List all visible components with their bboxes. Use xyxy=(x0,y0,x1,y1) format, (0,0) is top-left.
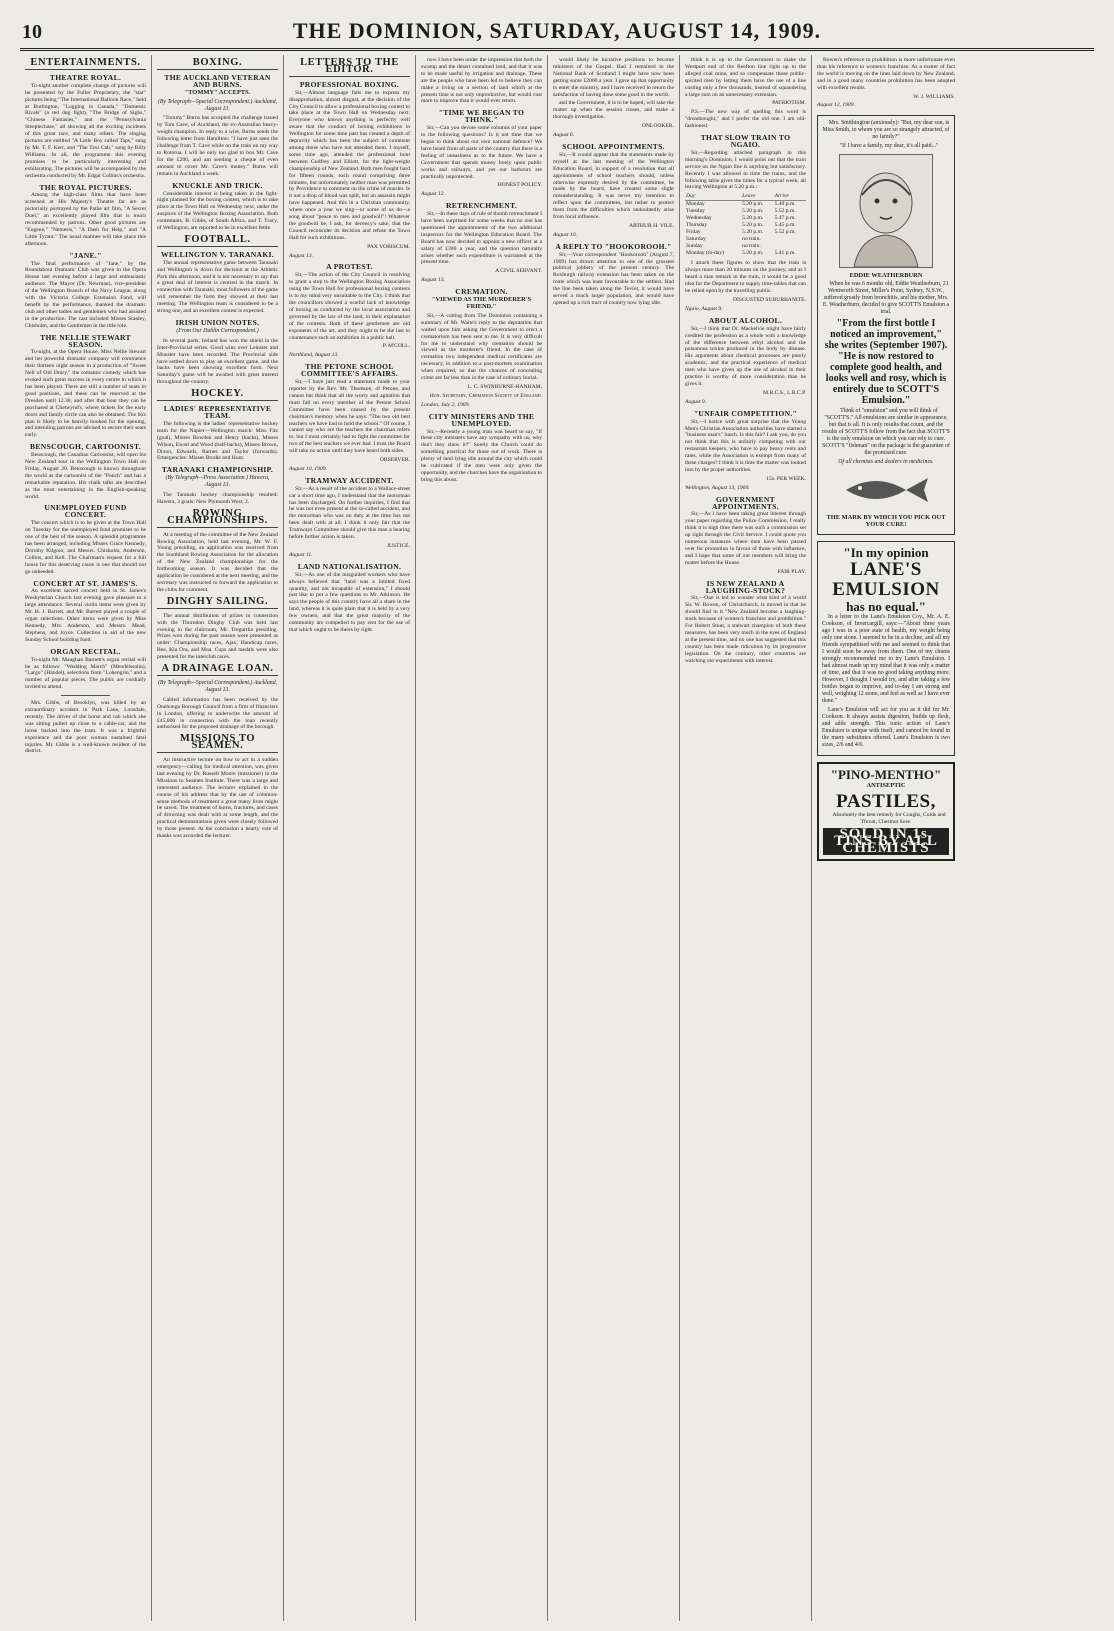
letter-date: August 9. xyxy=(685,398,707,405)
timetable-row xyxy=(685,215,806,222)
masthead-title: THE DOMINION, SATURDAY, AUGUST 14, 1909. xyxy=(292,18,822,43)
section-heading-boxing: BOXING. xyxy=(157,57,278,70)
article-body-benscough: Benscough, the Canadian Cartoonist, will open his New Zealand tour in the Wellington Town Hall on Friday, August 20. Benscough is known throughout the world as the cartoonist of the "Punch" and has a remarkable reputation. His chalk talks are described as the most entertaining in the English-speaking world. xyxy=(25,452,146,500)
divider xyxy=(61,695,109,696)
letter-signature: 15s. PER WEEK. xyxy=(766,475,806,482)
ad-headline-3: EMULSION xyxy=(832,579,940,601)
letter-body-land-nationalisation: Sir,—As one of the misguided workers who have always believed that "land was a limited fixed quantity, and not incapable of extension," I should just like to put a few questions to Mr. Atkinson. He says the people of this country have all a share in the land, whereas it is quite plain that it is held by a very few owners, and that the great majority of the community are compelled to pay rent for the use of that which ought to be theirs by right. xyxy=(289,571,410,633)
train-timetable xyxy=(685,193,806,256)
portrait-caption: EDDIE WEATHERBURN xyxy=(849,272,923,280)
letter-date: August 6. xyxy=(553,132,575,139)
letter-body-continued: now I have been under the impression that both the swamp and the desert contained land, and that it was to be made useful by irrigation and drainage. These are the people who have been led to believe they can make a living on a section of land which at the present time is not only unproductive, but would cost more to improve than it would ever return. xyxy=(421,57,542,105)
letter-body-school-appointments: Sir,—It would appear that the statements made by myself at the last meeting of the Wellington Education Board, in support of a resolution that all appointments of school teachers should, unless otherwise expressly desired by the committee, be made by the board, have created some slight misunderstanding. It was never my intention to reflect upon the committees, but rather to protect them from the difficulties which undoubtedly arise from local influence. xyxy=(553,151,674,221)
letter-title-cremation: CREMATION. xyxy=(455,287,508,297)
scotts-emulsion-ad xyxy=(817,115,955,535)
article-body-auckland-veteran: "Tommy" Burns has accepted the challenge issued by Tom Cave, of Auckland, the ex-Australian heavy-weight champion. In reply to a wire, Burns sends the following letter from Hamilton: "I have just seen the challenge from T. Cave while on the train on my way to Rotorua. I will be only too glad to box Mr. Cave for the £200, and am sending a cheque of even amount to cover Mr. Cave's money." Burns will remain in Auckland a week. xyxy=(157,115,278,177)
article-title-unemployed-fund: UNEMPLOYED FUND CONCERT. xyxy=(44,503,127,520)
letter-body-govt-appointments: Sir,—As I have been taking great interest through your paper regarding the Police Commission, I really think it is high time there was such a commission set up right through the Civil Service. I could quote you numerous instances where men have been passed over for promotion in favour of those with influence, and I hope that some of our members will bring the matter before the House. xyxy=(685,511,806,566)
timetable-row xyxy=(685,250,806,257)
fish-icon xyxy=(836,470,936,510)
page-number: 10 xyxy=(22,21,42,43)
letter-body-about-alcohol: Sir,—I think that Dr. Mackelvie might have fairly credited the profession as a whole with a knowledge of the difference between ethyl alcohol and the poisonous toxins produced in the body by disease. His arguments about chemical processes are purely academic, and the practical experience of medical men who have given up the use of alcohol in their practice is worthy of more consideration than he gives it. xyxy=(685,325,806,387)
article-title-organ-recital: ORGAN RECITAL. xyxy=(50,646,121,656)
article-body-organ-recital: To-night Mr. Maughan Barnett's organ recital will be as follows: "Wedding March" (Mendelssohn), "Largo" (Handel), selections from "Lohengrin," and a number of popular pieces. The public are cordially invited to attend. xyxy=(25,656,146,691)
timetable-row xyxy=(685,236,806,243)
letter-body-slow-train-2: I attach these figures to show that the train is always more than 20 minutes on the journey, and as I heard a man remark in the train, it would be a good idea for the Department to supply time-tables that can be relied upon by the travelling public. xyxy=(685,260,806,295)
article-title-royal-pictures: THE ROYAL PICTURES. xyxy=(39,182,132,192)
letter-signature: W. J. WILLIAMS. xyxy=(913,93,955,100)
timetable-cell: Friday xyxy=(686,228,701,235)
column-letters xyxy=(284,55,416,1621)
letter-signature: HONEST POLICY. xyxy=(497,182,542,189)
letter-signature: ONLOOKER. xyxy=(641,123,674,130)
timetable-cell: 5.20 p.m. xyxy=(742,249,764,256)
article-body-wellington-taranaki: The annual representative game between Taranaki and Wellington is down for decision at the Athletic Park this afternoon, and it is not necessary to say that a great deal of interest is centred in the match. In connection with Taranaki, most followers of the game will remember the form they showed at their last meeting. The Wellington team is considered to be a strong one, and an excellent contest is expected. xyxy=(157,259,278,315)
letter-date: Ngaio, August 9. xyxy=(685,305,723,312)
dateline-drainage: (By Telegraph—Special Correspondent.) Auckland, August 13. xyxy=(157,679,278,693)
ad-brand-name: "PINO-MENTHO" xyxy=(830,767,942,783)
letter-date: August 10, 1909. xyxy=(289,465,327,472)
ad-footer-pino: SOLD IN 1s. TINS BY ALL CHEMISTS xyxy=(823,828,949,855)
letter-title-petone-school: THE PETONE SCHOOL COMMITTEE'S AFFAIRS. xyxy=(301,362,398,379)
letter-title-about-alcohol: ABOUT ALCOHOL. xyxy=(708,315,783,325)
letter-signature: FAIR PLAY. xyxy=(777,568,806,575)
letter-body-hookorooh: Sir,—Your correspondent "Hookorooh" (August 7, 1909) has drawn attention to one of the grossest political jobbery of the present century. The Roxburgh railway extension has been taken on the route which was least favourable to the settlers. Had the line been taken along the Teviot, it would have served a much larger population, and would have opened up a rich tract of country now lying idle. xyxy=(553,251,674,306)
ad-subhead: ANTISEPTIC xyxy=(866,782,906,790)
ad-headline-2: LANE'S xyxy=(850,559,922,581)
article-body-knuckle: Considerable interest is being taken in the fight-night planned for the boxing contest, which is to take place at the Town Hall on Wednesday next, under the auspices of the Wellington Boxing Association. Both contestants, B. Gibbs, of South Africa, and T. Tracy, of Wellington, are reported to be in excellent fettle. xyxy=(157,190,278,232)
timetable-cell xyxy=(774,243,806,250)
letter-body-time-we-began: Sir,—Can you devote some columns of your paper to the following questions? Is it not time that we began to think about our own national defence? We have heard from all parts of the country that there is a feeling of uneasiness as to the future. We have a Government that spends money freely upon public works and railways, and yet our harbours are practically unprotected. xyxy=(421,125,542,180)
letter-body-continued: think it is up to the Government to make the Westport end of the Reefton line right up to the alleged coal mine, and so compensate those public-spirited men by letting them have the use of a line costing only a few thousands, instead of squandering a large sum on an unnecessary extension. xyxy=(685,57,806,98)
child-portrait-icon xyxy=(840,155,932,267)
letter-date: August 12, 1909. xyxy=(817,102,855,109)
article-body-royal-pictures: Among the high-class films that have been screened at His Majesty's Theatre far are as pictorially portrayed by the Pathe art film, "A Secret Duel," an excellently played film that is much recommended by patrons. Other good pictures are "Eugene," "Nemesis," "A Dash for Help," and "A Little Tyrant." The usual matinee will take place this afternoon. xyxy=(25,192,146,247)
section-heading-entertainments: ENTERTAINMENTS. xyxy=(25,57,146,70)
letter-signature: M.R.C.S., L.R.C.P. xyxy=(763,389,806,396)
letter-signature: ARTHUR H. VILE. xyxy=(629,222,674,229)
timetable-cell: 5.47 p.m. xyxy=(774,215,796,222)
article-body-drainage: Cabled information has been received by the Onehunga Borough Council from a firm of financiers in London, offering to underwrite the amount of £45,000 in connection with the loan recently authorised for the proposed drainage of the borough. xyxy=(157,696,278,731)
letter-body-cremation: Sir,—A cutting from The Dominion containing a summary of Mr. Waite's reply to the deputation that waited upon him asking the Government to erect a crematorium has been sent to me. It is very difficult for me to understand why cremation should be viewed as the murderer's friend. In the case of cremation two independent medical certificates are necessary, in addition to a post-mortem examination when required, so that the chances of concealing crime are far less than in the case of ordinary burial. xyxy=(421,312,542,382)
column-entertainments xyxy=(20,55,152,1621)
letter-signature: JUSTICE. xyxy=(386,543,410,549)
letter-title-a-protest: A PROTEST. xyxy=(326,262,373,272)
article-title-wellington-taranaki: WELLINGTON V. TARANAKI. xyxy=(161,249,274,259)
masthead xyxy=(20,6,1094,51)
timetable-row xyxy=(685,201,806,208)
timetable-header: Arrive xyxy=(774,193,806,200)
timetable-cell: 5.52 p.m. xyxy=(774,208,796,215)
article-title-theatre-royal: THEATRE ROYAL. xyxy=(49,72,122,82)
letter-title-laughing-stock: IS NEW ZEALAND A LAUGHING-STOCK? xyxy=(705,578,786,595)
section-heading-dinghy: DINGHY SAILING. xyxy=(157,596,278,609)
letter-signature: PAX VOBISCUM. xyxy=(367,243,410,250)
letter-postscript: P.S.—The new way of spelling this word is "dreadnought," and I prefer the old one. I am old-fashioned. xyxy=(685,109,806,130)
timetable-cell: 5.40 p.m. xyxy=(774,201,796,208)
letter-body-onlooker: and the Government, it is to be hoped, will take the matter up when the session closes, and make a thorough investigation. xyxy=(553,100,674,121)
letter-body-slow-train: Sir,—Regarding attached paragraph in this morning's Dominion, I would point out that the train service on the Ngaio line is anything but satisfactory. Recently I was allowed to time the trains, and the following table gives the times for a typical week, all leaving Wellington at 5.20 p.m.: xyxy=(685,149,806,191)
ad-footer-scotts: Of all chemists and dealers in medicines. xyxy=(838,459,934,466)
letter-date: Northland, August 13. xyxy=(289,352,339,359)
timetable-cell: 5.41 p.m. xyxy=(774,249,796,256)
article-body-unemployed-fund: The concert which is to be given at the Town Hall on Tuesday for the unemployed fund promises to be one of the best of the season. A splendid programme has been arranged, including Misses Grace Kennedy, Dorothy Kilgour, and Messrs. Chisholm, Anderson, Collins, and Kell. The Chairman's request for a full house for this deserving cause is one that should not go unheeded. xyxy=(25,520,146,575)
article-body-theatre-royal: To-night another complete change of pictures will be presented by the Fuller Proprietary, the "star" pictures being "The International Balloon Race," held at Burlington, "Logging in Canada," "Domestic Rivals" (a red dog fight), "The Bridge of Sighs," "Chinese Fantasies," and the "Pennsylvania Steeplechase," all showing all the exciting incidents of this great race, and many others. The singing pictures are entitled "A Little Boy called Taps," sung by Mr. T. F. Kerr, and "The Taxi Cab," sung by Billy Williams. In all, the programme this evening promises to be particularly interesting and exhilarating. The pictures will be accompanied by the orchestra conducted by Mr. Edgar Collins's orchestra. xyxy=(25,82,146,179)
article-body-union-notes: In several parts, Ireland has won the shield in the Inter-Provincial series. Good wins over Leinster and Munster have been recorded. The Provincial side have settled down to play an excellent game, and the backs have been showing excellent form. Next Saturday's game will be awaited with great interest throughout the country. xyxy=(157,337,278,386)
article-title-nellie-stewart: THE NELLIE STEWART SEASON. xyxy=(40,332,131,349)
ad-trademark-caption: THE MARK BY WHICH YOU PICK OUT YOUR CURE! xyxy=(826,514,946,529)
article-body-st-james: An excellent sacred concert held in St. James's Presbyterian Church last evening gave pleasure to a large attendance. Several violin items were given by Mr. H. J. Barrett, and Mr. Barrett played a couple of organ selections. Other items were given by Miss Kennedy, Mrs. Anderson, and Messrs. Mead, Stephens, and Joyce. Collection in aid of the new Sunday School building fund. xyxy=(25,588,146,643)
letter-title-school-appointments: SCHOOL APPOINTMENTS. xyxy=(562,141,665,151)
column-advertisements xyxy=(812,55,960,1621)
letter-title-tramway: TRAMWAY ACCIDENT. xyxy=(305,475,394,485)
letter-body-unfair-competition: Sir,—I notice with great surprise that the Young Men's Christian Association authorities have started a "business man's" lunch. Is this fair? I ask you, do you not think that this is unfairly competing with our restaurant keepers, who have to pay heavy rents and rates, while the Association is exempt from many of these charges? I think it is time the matter was looked into by the proper authorities. xyxy=(685,418,806,473)
letter-date: August 10. xyxy=(553,231,577,238)
pino-mentho-ad xyxy=(817,762,955,860)
article-title-ladies-team: LADIES' REPRESENTATIVE TEAM. xyxy=(163,404,272,420)
ad-body-scotts: When he was 6 months old, Eddie Weatherburn, 21 Wentworth Street, Miller's Point, Sydney, N.S.W., suffered greatly from bronchitis, and his mother, Mrs. E. Weatherburn, decided to give SCOTT'S Emulsion a trial. xyxy=(822,281,950,316)
article-subtitle-union-notes: (From Our Dublin Correspondent.) xyxy=(176,327,259,334)
section-heading-hockey: HOCKEY. xyxy=(157,388,278,401)
letter-signature: A CIVIL SERVANT. xyxy=(495,268,542,275)
article-body-rowing: At a meeting of the committee of the New Zealand Rowing Association, held last evening, Mr. W. F. Young presiding, an application was received from the Southland Rowing Association for the allocation of the New Zealand championships for the forthcoming season. It was decided that the application be considered at the next meeting, and the secretary was instructed to forward the application to the clubs for comment. xyxy=(157,531,278,593)
letter-title-slow-train: THAT SLOW TRAIN TO NGAIO. xyxy=(700,133,791,149)
timetable-body xyxy=(685,201,806,257)
article-body-seamen: An instructive lecture on how to act in a sudden emergency—calling for medical attention, was given last evening by Dr. Russell Moore (missioner) in the Missions to Seamen Institute. There was a large and interested audience. The lecturer explained in the course of his address that by the use of common-sense methods of treatment a great many lives might be saved. The treatment of burns, fractures, and cases of drowning was dealt with at some length, and the practical demonstrations given were closely followed by those present. At the conclusion a hearty vote of thanks was accorded the lecturer. xyxy=(157,757,278,840)
child-portrait-image xyxy=(839,154,933,268)
article-subtitle-tommy: "TOMMY" ACCEPTS. xyxy=(184,88,251,96)
ad-product: PASTILES, xyxy=(836,791,936,813)
timetable-header: Day xyxy=(685,193,741,200)
timetable-cell: Tuesday xyxy=(686,208,705,215)
timetable-cell: 5.20 p.m. xyxy=(742,228,764,235)
article-body-nellie-stewart: To-night, at the Opera House, Miss Nellie Stewart and her powerful dramatic company will commence their thirteen night season in a production of "Sweet Nell of Old Drury," the romantic comedy which has evoked such great success in every centre in which it has been played. There are still a number of seats in good positions, and these can be reserved at the Dresden until 12.30, and after that hour they can be purchased at Chetwynd's, where tickets for the early doors and family circle can also be obtained. The box plan is likely to be heavily booked for the opening, and intending patrons are advised to secure their seats early. xyxy=(25,349,146,439)
letter-title-land-nationalisation: LAND NATIONALISATION. xyxy=(297,561,402,571)
ad-body-lanes: In a letter to the Lane's Emulsion Coy., Mr. A. E. Cookson, of Invercargill, says:—"About three years ago I was in a poor state of health, my weight being only one stone. I seemed to be in a decline, and all my friends sympathised with me and seemed to think that I would soon be away from them. One of my chums strongly recommended me to try Lane's Emulsion. I had almost made up my mind that it was only a matter of time, and that it was no good taking anything more. However, I thought I would try, and after taking a few bottles began to improve, and to-day I am strong and well, weighing 12 stone, and feel as well as I have ever done." xyxy=(822,614,950,705)
letter-date: August 13. xyxy=(421,277,445,284)
letter-title-city-ministers: CITY MINISTERS AND THE UNEMPLOYED. xyxy=(428,411,535,428)
article-title-union-notes: IRISH UNION NOTES. xyxy=(175,318,260,327)
letter-body-city-ministers: Sir,—Recently a young man was heard to say, "If these city ministers have any sympathy with us, why don't they show it?" Surely the Church could do something practical for those out of work. There is plenty of land lying idle around the city which could be cultivated if the men were only given the opportunity, and the churches have the organisation to bring this about. xyxy=(421,428,543,483)
letter-date: August 13. xyxy=(289,252,313,259)
letter-body-laughing-stock: Sir,—One is led to wonder what kind of a world Sir. W. Bowen, of Christchurch, is moved in that he should find in it "New Zealand become a laughing-stock because of women's franchise and prohibition." For Robert Stout, a stalwart champion of both these measures, has been very much in the eyes of England at the present time, and no one has suggested that this country has been made ridiculous by its progressive legislation. On the contrary, other countries are watching our experiments with interest. xyxy=(685,595,806,664)
letter-title-professional-boxing: PROFESSIONAL BOXING. xyxy=(299,79,400,89)
timetable-row xyxy=(685,229,806,236)
article-body-jane: The final performance of "Jane," by the Roundabout Dramatic Club was given in the Opera House last evening before a large and enthusiastic audience. The Mayor (Dr. Newman), vice-president of the Wellington Branch of the Navy League, along with the Victoria College Extension Fund, will benefit by the performance, thanked the dramatic club and other ladies and gentlemen who had assisted in the production. The cast included Misses Stanley, Chisholm, and the Gentlemen in the title role. xyxy=(25,260,146,329)
letter-date: August 11. xyxy=(289,551,313,558)
article-body-dinghy: The annual distribution of prizes in connection with the Thorndon Dinghy Club was held last evening in the clubroom, Mr. Tregurtha presiding. Prizes won during the past season were presented as under: Championship races, Ajax; Handicap races, Bee, Kia Ora, and Moa. Cups and medals were also presented for the interclub races. xyxy=(157,612,278,661)
dateline-hawera: (By Telegraph—Press Association.) Hawera, August 13. xyxy=(165,475,270,489)
ad-headline-1: "In my opinion xyxy=(843,545,929,561)
dateline-auckland: (By Telegraph—Special Correspondent.) Auckland, August 13. xyxy=(157,98,278,112)
letter-signature: OBSERVER. xyxy=(379,457,410,464)
ad-testimonial-quote: "From the first bottle I noticed an improvement," she writes (September 1907). "He is now restored to complete good health, and looks well and rosy, which is entirely due to SCOTT'S Emulsion." xyxy=(824,318,948,407)
letter-title-govt-appointments: GOVERNMENT APPOINTMENTS. xyxy=(712,494,779,511)
letter-title-retrenchment: RETRENCHMENT. xyxy=(445,201,518,211)
article-title-auckland-veteran: THE AUCKLAND VETERAN AND BURNS. xyxy=(164,72,271,89)
ad-anecdote: Mrs. Smithington (anxiously): "But, my dear son, is Miss Smith, to whom you are so strangely attracted, of no family?" xyxy=(822,120,950,141)
timetable-cell: no train. xyxy=(742,242,761,249)
article-title-taranaki-championship: TARANAKI CHAMPIONSHIP. xyxy=(161,465,274,475)
letter-body-a-protest: Sir,—The action of the City Council in resolving to grant a stop to the Wellington Boxing Association using the Town Hall for professional boxing contests is to my mind very unsuitable to the City. I think that the councillors showed a woeful lack of knowledge of boxing as conducted by the local association and governed by the law of the land, in their explanation of the contests. Both of these gentlemen are old exponents of the art, and they ought to be the last to countenance such an exhibition in a public hall. xyxy=(289,272,410,341)
timetable-cell: Sunday xyxy=(686,242,703,249)
letter-signature: DISGUSTED SUBURBANITE. xyxy=(732,297,806,303)
section-heading-letters: LETTERS TO THE EDITOR. xyxy=(289,57,410,77)
timetable-cell: 5.20 p.m. xyxy=(742,208,764,215)
letter-signature: PATRIOTISM. xyxy=(772,100,806,107)
column-letters-2 xyxy=(416,55,548,1621)
timetable-row xyxy=(685,208,806,215)
timetable-cell: 5.20 p.m. xyxy=(742,201,764,208)
timetable-header: Leave xyxy=(741,193,773,200)
letter-date: August 12. xyxy=(421,191,445,198)
article-body-taranaki-championship: The Taranaki hockey championship resulted: Hawera, 3 goals; New Plymouth West, 2. xyxy=(157,492,278,505)
timetable-cell xyxy=(774,236,806,243)
timetable-cell: Thursday xyxy=(686,221,708,228)
column-sport xyxy=(152,55,284,1621)
article-title-knuckle: KNUCKLE AND TRICK. xyxy=(172,180,263,190)
column-letters-3 xyxy=(548,55,680,1621)
ad-body-lanes-2: Lane's Emulsion will act for you as it did for Mr. Cookson. It always assists digestion, builds up flesh, and adds strength. This tonic action of Lane's Emulsion is unique with itself, and cannot be found in the many substitutes offered. Lane's Emulsion is two sizes, 2/6 and 4/6. xyxy=(822,707,950,749)
letter-date: Wellington, August 13, 1909. xyxy=(685,484,750,491)
article-title-st-james: CONCERT AT ST. JAMES'S. xyxy=(33,578,138,588)
letter-subtitle-cremation: "VIEWED AS THE MURDERER'S FRIEND." xyxy=(431,296,532,310)
timetable-cell: Saturday xyxy=(686,235,706,242)
column-layout xyxy=(20,55,1094,1621)
letter-body-continued: Bowen's reference to prohibition is more unfortunate even than his reference to women's franchise. As a matter of fact the world is moving on the lines laid down by New Zealand, and in a good many countries prohibition has been adopted with excellent results. xyxy=(817,57,955,91)
timetable-cell: 5.20 p.m. xyxy=(742,221,764,228)
letter-body-tramway: Sir,—As a result of the accident to a Wallace-street car a short time ago, I understand that the motorman has been discharged. On further inquiries, I find that he was not even present at the so-called accident, and the motorman who was on duty at the time has not been dealt with at all. I think it only fair that the Tramways Committee should give this man a hearing before further action is taken. xyxy=(289,485,410,541)
column-letters-4 xyxy=(680,55,812,1621)
ad-headline-4: has no equal." xyxy=(846,599,926,615)
timetable-row xyxy=(685,243,806,250)
ad-body-scotts-2: Think of "emulsion" and you will think of "SCOTT'S." All emulsions are similar in appearance, but that is all. It is only results that count, and the results of SCOTT'S follow from the fact that SCOTT'S is the only emulsion on which you can rely to cure. SCOTT'S "fishman" on the package is the guarantee of the promised cure. xyxy=(822,408,950,457)
timetable-cell: 5.45 p.m. xyxy=(774,221,796,228)
article-title-benscough: BENSCOUGH, CARTOONIST. xyxy=(30,442,141,452)
letter-title-hookorooh: A REPLY TO "HOOKOROOH." xyxy=(555,241,672,251)
timetable-cell: no train. xyxy=(742,235,761,242)
section-heading-rowing: ROWING CHAMPIONSHIPS. xyxy=(157,508,278,528)
letter-signature: P. M'COLL. xyxy=(382,343,410,350)
ad-anecdote-2: "If I have a family, my dear, it's all paid..." xyxy=(839,143,939,150)
letter-body-professional-boxing: Sir,—Almost language fails me to express my disapprobation, almost disgust, at the decision of the City Council to allow a professional boxing contest to take place at the Town Hall on Wednesday next. Everyone who knows anything is perfectly well aware that the conduct of boxing exhibitions in Wellington for some time past has created a depth of depravity which has been the subject of comment among those who have not attended them. I myself, some time ago, attended the professional bout between Godfrey and Elliott, for the light-weight championship of New Zealand. Both men fought hard for fifteen rounds, each round comprising three minutes, but unfortunately neither man was permitted by Providence to comment on the crime of murder. Is it not a drop of blood was spilt, but an assassin might have happened. And this in a Christian community, where once a year we sing—or some of us do—a song about "peace to men and goodwill"! Whatever the goodwill be, I ask, for decency's sake, that the Council reconsider its decision and refuse the Town Hall for such exhibitions. xyxy=(289,89,410,241)
letter-signature: L. C. SWINBURNE-HANHAM, xyxy=(467,383,542,390)
article-title-jane: "JANE." xyxy=(69,250,102,260)
section-heading-drainage: A DRAINAGE LOAN. xyxy=(157,663,278,676)
letter-date: London, July 2, 1909. xyxy=(421,401,470,408)
timetable-cell: 5.20 p.m. xyxy=(742,215,764,222)
timetable-row xyxy=(685,222,806,229)
letter-title-unfair-competition: "UNFAIR COMPETITION." xyxy=(693,408,798,418)
letter-body-continued: would likely be lucrative positions to become ministers of the Gospel. Had I remained in the National Bank of Scotland I might have now been getting some £2000 a year. I gave up that opportunity to enter the ministry, and I have received in return the satisfaction of having done some good in the world. xyxy=(553,57,674,98)
section-heading-football: FOOTBALL. xyxy=(157,234,278,247)
letter-title-time-we-began: "TIME WE BEGAN TO THINK." xyxy=(438,108,525,125)
fishman-trademark-icon xyxy=(836,470,936,510)
letter-body-retrenchment: Sir,—In these days of rule of thumb retrenchment I have been surprised for some weeks that no one has questioned the appointments of the two additional inspectors for the Wellington Education Board. The Board has now decided to appoint a new officer at a salary of £300 a year, and the question naturally arises whether such expenditure is warranted at the present time. xyxy=(421,211,542,266)
letter-body-petone-school: Sir,—I have just read a statement made to your reporter by the Rev. Mr. Thomson, of Petone, and cannot but think that all the worry and agitation that must fall on every member of the Petone School Committee have been caused by the present chairman's memory when he says: "The two old best teachers we have had to hold the school." Of course, I cannot say who are the teachers the chairman refers to, but I most certainly had to fight the committee for two of the best teachers we ever had. I trust the Board will take no action until they have heard both sides. xyxy=(289,379,410,455)
letter-signature-title: Hon. Secretary, Cremation Society of England. xyxy=(429,392,542,399)
timetable-cell: Monday xyxy=(686,201,705,208)
timetable-cell: 5.52 p.m. xyxy=(774,228,796,235)
article-body-ladies-team: The following is the ladies' representative hockey team for the Napier—Wellington match: Miss Fitz (goal), Misses Bowden and Henry (backs), Misses Wilson, Ewart and Wood (half-backs), Misses Brown, Dixon, Edwards, Barnes and Taylor (forwards). Emergencies: Misses Brodie and Hunt. xyxy=(157,420,278,462)
timetable-cell: Monday (to-day) xyxy=(686,249,725,256)
section-heading-seamen: MISSIONS TO SEAMEN. xyxy=(157,733,278,753)
ad-body-pino: Absolutely the best remedy for Coughs, Colds and Throat, Chestnut Sore. xyxy=(832,812,946,826)
article-body-gibbs: Mrs. Gibbs, of Brooklyn, was killed by an extraordinary accident in Park Lane, Lonsdale, recently. The driver of the horse and cab which she was sitting pulled up close to a cable-car, and the horse backed into the tram. It was a frightful experience and the poor woman sustained fatal injuries. Mr. Gibbs is a well-known resident of the district. xyxy=(25,700,146,755)
lanes-emulsion-ad xyxy=(817,541,955,756)
timetable-cell: Wednesday xyxy=(686,215,712,222)
